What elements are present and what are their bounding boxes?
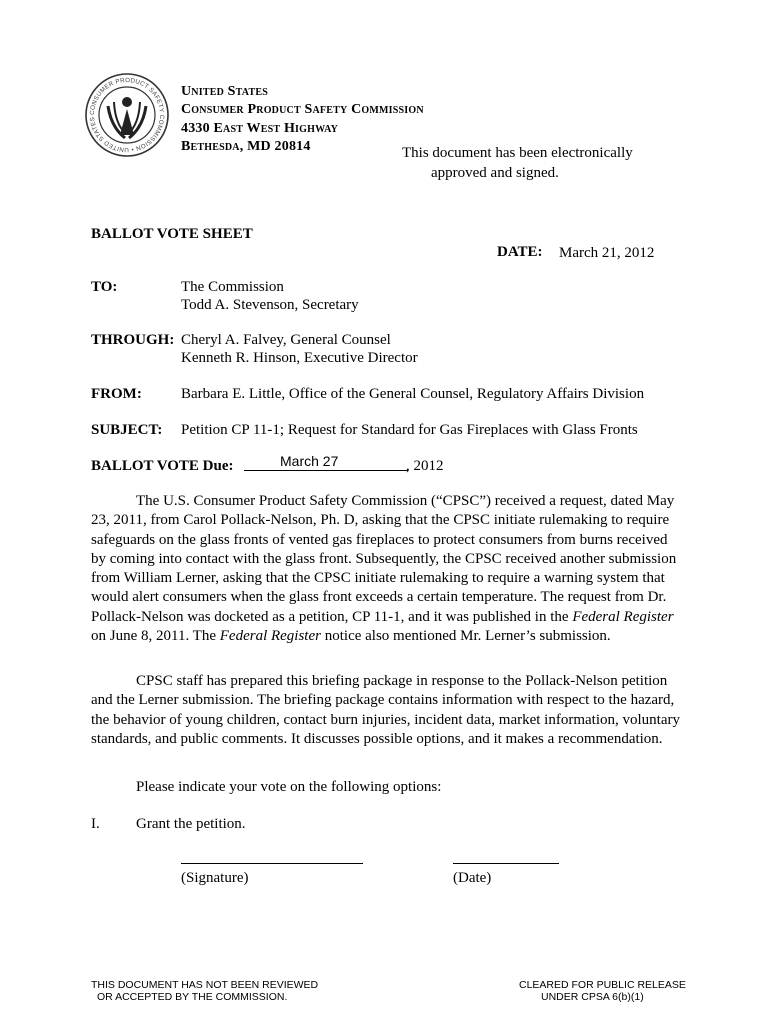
signature-line[interactable] [181,863,363,864]
agency-city: Bethesda, MD 20814 [181,139,311,154]
ballot-due-year: , 2012 [406,458,444,474]
subject-label: SUBJECT: [91,422,163,438]
seal-icon [84,72,170,158]
cpsc-seal-logo [84,72,170,158]
body-paragraph-3: Please indicate your vote on the following options: [136,779,442,795]
footer-right-line2: UNDER CPSA 6(b)(1) [541,991,644,1003]
date-label: DATE: [497,244,543,260]
ballot-due-value: March 27 [280,453,339,469]
through-line2: Kenneth R. Hinson, Executive Director [181,350,418,366]
option-1-text: Grant the petition. [136,816,246,832]
signature-label: (Signature) [181,870,249,886]
footer-left-line2: OR ACCEPTED BY THE COMMISSION. [97,991,288,1003]
from-label: FROM: [91,386,142,402]
para1-text-b: on June 8, 2011. The [91,628,220,645]
option-1-number: I. [91,816,100,832]
to-line2: Todd A. Stevenson, Secretary [181,297,359,313]
para1-federal-register-1: Federal Register [572,608,674,625]
to-label: TO: [91,279,118,295]
para1-text-c: notice also mentioned Mr. Lerner’s submission. [320,628,611,645]
e-sign-notice-line2: approved and signed. [431,165,559,181]
svg-text:CONSUMER PRODUCT SAFETY COMMIS: CONSUMER PRODUCT SAFETY COMMISSION • UNITED STATES [88,76,166,154]
from-value: Barbara E. Little, Office of the General Counsel, Regulatory Affairs Division [181,386,645,402]
through-line1: Cheryl A. Falvey, General Counsel [181,332,391,348]
agency-street: 4330 East West Highway [181,121,339,136]
agency-name: United States [181,84,268,99]
page-title: BALLOT VOTE SHEET [91,226,253,242]
to-line1: The Commission [181,279,284,295]
date-sign-label: (Date) [453,870,492,886]
body-paragraph-2: CPSC staff has prepared this briefing package in response to the Pollack-Nelson petition and the Lerner submission. The briefing package contains information with respect to the hazard, the behavior of young children, contact burn injuries, incident data, market information, voluntary standards, and public comments. It discusses possible options, and it makes a recommendation. [91,673,680,747]
body-paragraph-1 [91,492,681,646]
ballot-due-label: BALLOT VOTE Due: [91,458,234,474]
e-sign-notice-line1: This document has been electronically [402,145,633,161]
agency-full-name: Consumer Product Safety Commission [181,102,424,117]
ballot-due-underline [244,470,408,471]
para1-federal-register-2: Federal Register [219,628,321,645]
footer-right-line1: CLEARED FOR PUBLIC RELEASE [519,979,686,991]
date-line[interactable] [453,863,559,864]
through-label: THROUGH: [91,332,175,348]
footer-left-line1: THIS DOCUMENT HAS NOT BEEN REVIEWED [91,979,319,991]
subject-value: Petition CP 11-1; Request for Standard for Gas Fireplaces with Glass Fronts [181,422,638,438]
date-value: March 21, 2012 [559,245,655,261]
para1-text-a: The U.S. Consumer Product Safety Commission (“CPSC”) received a request, dated May 23, 2011, from Carol Pollack-Nelson, Ph. D, asking that the CPSC initiate rulemaking to require safeguards on the glass fronts of vented gas fireplaces to protect consumers from burns received by coming into contact with the glass front. Subsequently, the CPSC received another submission from William Lerner, asking that the CPSC initiate rulemaking to require a warning system that would alert consumers when the glass front exceeds a certain temperature. The request from Dr. Pollack-Nelson was docketed as a petition, CP 11-1, and it was published in the [91,493,677,625]
